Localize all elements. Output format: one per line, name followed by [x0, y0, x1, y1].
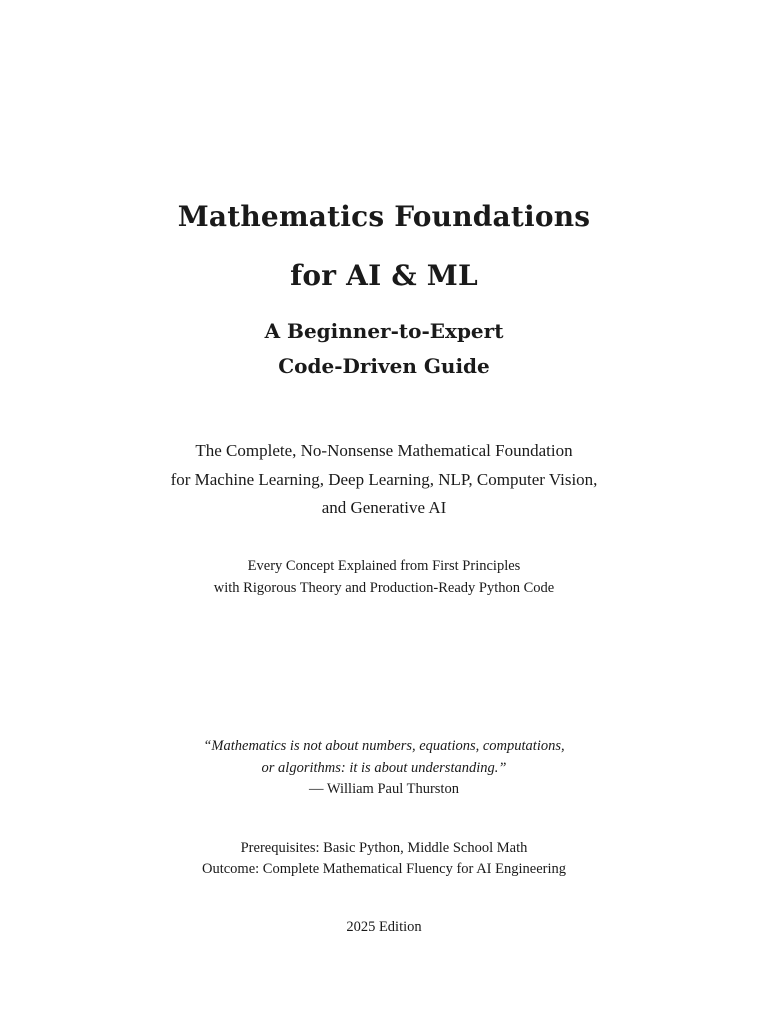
outcome-text: Outcome: Complete Mathematical Fluency for AI Engineering — [201, 861, 566, 877]
tagline-line-2: with Rigorous Theory and Production-Ready Python Code — [213, 580, 555, 596]
book-subtitle-line-2: Code-Driven Guide — [278, 354, 490, 378]
epigraph-line-1: “Mathematics is not about numbers, equations, computations, — [203, 738, 565, 754]
edition-label: 2025 Edition — [346, 919, 422, 935]
description-line-3: and Generative AI — [321, 498, 447, 517]
tagline-line-1: Every Concept Explained from First Principles — [247, 558, 521, 574]
book-subtitle-line-1: A Beginner-to-Expert — [264, 319, 504, 343]
epigraph-attribution: — William Paul Thurston — [309, 781, 459, 797]
book-title-line-2: for AI & ML — [290, 259, 478, 292]
epigraph-line-2: or algorithms: it is about understanding.” — [261, 760, 507, 776]
description-line-2: for Machine Learning, Deep Learning, NLP, Computer Vision, — [170, 470, 598, 489]
book-title-line-1: Mathematics Foundations — [177, 200, 591, 233]
description-line-1: The Complete, No-Nonsense Mathematical Foundation — [195, 441, 573, 460]
prerequisites-text: Prerequisites: Basic Python, Middle School Math — [240, 840, 528, 856]
